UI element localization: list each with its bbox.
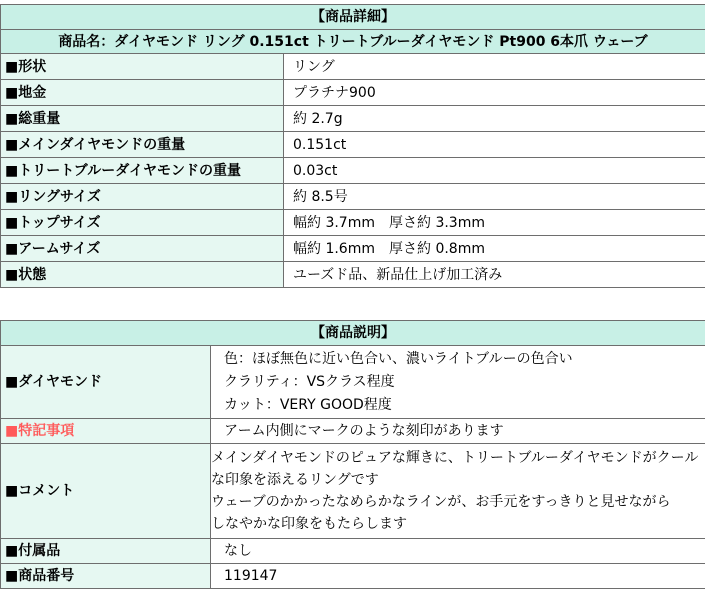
row-label-blue-diamond-weight: ■トリートブルーダイヤモンドの重量 <box>1 158 284 184</box>
product-name: 商品名：ダイヤモンド リング 0.151ct トリートブルーダイヤモンド Pt900 6本爪 ウェーブ <box>1 30 705 54</box>
row-label-shape: ■形状 <box>1 54 284 80</box>
diamond-details <box>211 346 705 419</box>
comment-line: な印象を添えるリングです <box>211 472 379 488</box>
row-label-total-weight: ■総重量 <box>1 106 284 132</box>
details-header: 【商品詳細】 <box>1 5 705 30</box>
row-value-metal: プラチナ900 <box>284 80 705 106</box>
table-row <box>1 419 705 444</box>
accessories-value: なし <box>211 539 705 564</box>
row-label-metal: ■地金 <box>1 80 284 106</box>
comment-label: ■コメント <box>1 444 211 539</box>
row-value-shape: リング <box>284 54 705 80</box>
row-value-top-size: 幅約 3.7mm 厚さ約 3.3mm <box>284 210 705 236</box>
special-notes-value: アーム内側にマークのような刻印があります <box>211 419 705 444</box>
diamond-label: ■ダイヤモンド <box>1 346 211 419</box>
table-row <box>1 564 705 589</box>
item-number-value: 119147 <box>211 564 705 589</box>
table-row <box>1 236 705 262</box>
row-value-arm-size: 幅約 1.6mm 厚さ約 0.8mm <box>284 236 705 262</box>
row-label-arm-size: ■アームサイズ <box>1 236 284 262</box>
table-row <box>1 54 705 80</box>
description-header: 【商品説明】 <box>1 321 705 346</box>
comment-line: メインダイヤモンドのピュアな輝きに、トリートブルーダイヤモンドがクール <box>211 450 699 466</box>
table-row <box>1 184 705 210</box>
diamond-clarity: クラリティ：VSクラス程度 <box>224 373 395 390</box>
table-row <box>1 262 705 288</box>
row-value-total-weight: 約 2.7g <box>284 106 705 132</box>
row-value-ring-size: 約 8.5号 <box>284 184 705 210</box>
description-table <box>0 320 705 589</box>
row-label-condition: ■状態 <box>1 262 284 288</box>
table-row <box>1 132 705 158</box>
table-row <box>1 346 705 419</box>
row-label-top-size: ■トップサイズ <box>1 210 284 236</box>
details-table <box>0 4 705 288</box>
row-label-main-diamond-weight: ■メインダイヤモンドの重量 <box>1 132 284 158</box>
row-label-ring-size: ■リングサイズ <box>1 184 284 210</box>
diamond-cut: カット：VERY GOOD程度 <box>224 396 392 413</box>
table-row <box>1 539 705 564</box>
diamond-color: 色：ほぼ無色に近い色合い、濃いライトブルーの色合い <box>224 350 573 367</box>
table-row <box>1 210 705 236</box>
comment-line: ウェーブのかかったなめらかなラインが、お手元をすっきりと見せながら <box>211 494 671 510</box>
table-row <box>1 80 705 106</box>
accessories-label: ■付属品 <box>1 539 211 564</box>
table-row <box>1 444 705 539</box>
comment-text <box>211 444 705 539</box>
special-notes-label: ■特記事項 <box>1 419 211 444</box>
comment-line: しなやかな印象をもたらします <box>211 516 407 532</box>
table-row <box>1 106 705 132</box>
row-value-main-diamond-weight: 0.151ct <box>284 132 705 158</box>
row-value-condition: ユーズド品、新品仕上げ加工済み <box>284 262 705 288</box>
table-row <box>1 158 705 184</box>
row-value-blue-diamond-weight: 0.03ct <box>284 158 705 184</box>
item-number-label: ■商品番号 <box>1 564 211 589</box>
